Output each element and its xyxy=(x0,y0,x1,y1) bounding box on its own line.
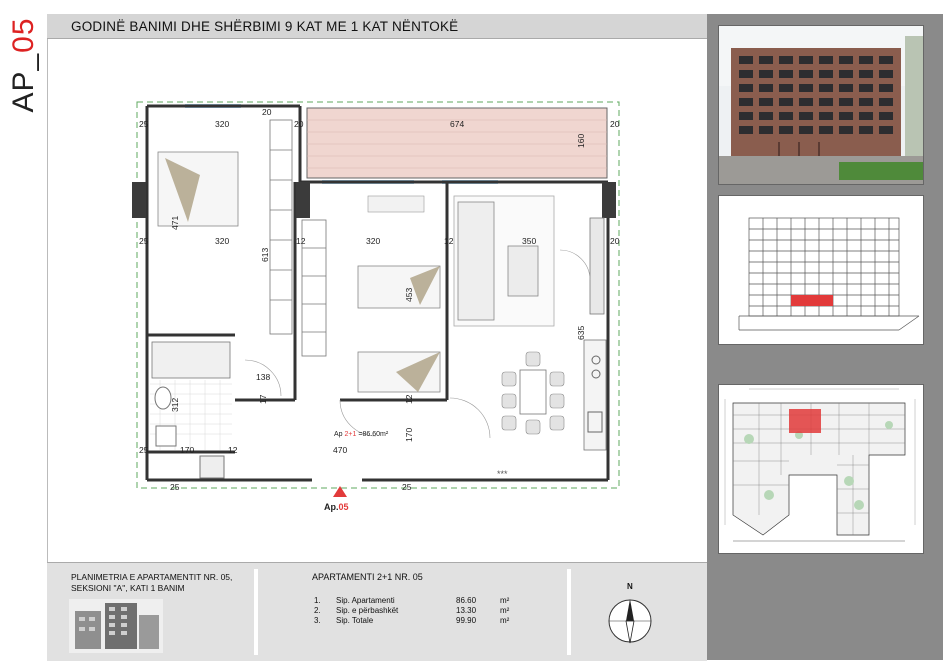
row-value: 13.30 xyxy=(456,606,477,615)
column xyxy=(602,182,616,218)
row-value: 99.90 xyxy=(456,616,477,625)
dim-label: 613 xyxy=(260,247,270,262)
row-label: Sip. e përbashkët xyxy=(336,606,399,615)
dim-label: 453 xyxy=(404,287,414,302)
toilet xyxy=(155,387,171,409)
dining-table xyxy=(520,370,546,414)
dim-label: 471 xyxy=(170,215,180,230)
desc-line-1: PLANIMETRIA E APARTAMENTIT NR. 05, xyxy=(71,572,233,582)
sheet-tag-number: 05 xyxy=(7,17,40,53)
sofa xyxy=(458,202,494,320)
elevation-diagram xyxy=(718,195,924,345)
page-title: GODINË BANIMI DHE SHËRBIMI 9 KAT ME 1 KAT NËNTOKË xyxy=(71,19,459,34)
row-number: 2. xyxy=(314,606,321,615)
row-value: 86.60 xyxy=(456,596,477,605)
dim-label: 350 xyxy=(522,236,537,246)
facade xyxy=(731,48,901,156)
dim-label: 470 xyxy=(333,445,348,455)
apartment-highlight xyxy=(791,295,833,306)
sheet-tag-prefix: AP_ xyxy=(7,52,40,113)
dim-label: 138 xyxy=(256,372,271,382)
apartment-highlight xyxy=(789,409,821,433)
desc-line-2: SEKSIONI "A", KATI 1 BANIM xyxy=(71,583,185,593)
divider xyxy=(254,569,258,655)
dim-label: 674 xyxy=(450,119,465,129)
row-unit: m² xyxy=(500,606,510,615)
dim-label: 20 xyxy=(294,119,304,129)
table-title: APARTAMENTI 2+1 NR. 05 xyxy=(312,572,423,582)
dim-label: 320 xyxy=(215,119,230,129)
row-label: Sip. Apartamenti xyxy=(336,596,395,605)
apartment-area-label: Ap 2+1 =86.60m² xyxy=(334,431,389,438)
building-thumbnail xyxy=(69,599,163,653)
dim-label: 20 xyxy=(610,236,620,246)
area-table xyxy=(312,572,552,626)
dim-label: 20 xyxy=(610,119,620,129)
dim-label: 12 xyxy=(228,445,238,455)
row-unit: m² xyxy=(500,616,510,625)
row-number: 1. xyxy=(314,596,321,605)
dim-label: 25 xyxy=(139,119,149,129)
right-panel xyxy=(707,14,943,660)
asterisks: *** xyxy=(497,469,508,479)
site-plan xyxy=(718,384,924,554)
table-row xyxy=(312,616,552,626)
dim-label: 160 xyxy=(576,133,586,148)
dim-label: 25 xyxy=(402,482,412,492)
dim-label: 17 xyxy=(258,394,268,404)
dim-label: 20 xyxy=(262,107,272,117)
dim-label: 25 xyxy=(170,482,180,492)
dim-label: 320 xyxy=(366,236,381,246)
plan-description xyxy=(71,572,232,593)
entrance-label: Ap.05 xyxy=(324,502,349,512)
dim-label: 25 xyxy=(139,445,149,455)
bathtub xyxy=(152,342,230,378)
row-unit: m² xyxy=(500,596,510,605)
dim-label: 635 xyxy=(576,325,586,340)
dim-label: 12 xyxy=(404,394,414,404)
dim-label: 170 xyxy=(180,445,195,455)
column xyxy=(296,182,310,218)
north-arrow-icon xyxy=(605,577,655,649)
table-row xyxy=(312,596,552,606)
building-render xyxy=(718,25,924,185)
dim-label: 320 xyxy=(215,236,230,246)
row-number: 3. xyxy=(314,616,321,625)
info-bar xyxy=(47,562,707,661)
row-label: Sip. Totale xyxy=(336,616,374,625)
column xyxy=(132,182,146,218)
table-row xyxy=(312,606,552,616)
dim-label: 312 xyxy=(170,397,180,412)
dim-label: 170 xyxy=(404,427,414,442)
dim-label: 12 xyxy=(444,236,454,246)
divider xyxy=(567,569,571,655)
dim-label: 25 xyxy=(139,236,149,246)
north-label: N xyxy=(627,582,633,591)
dim-label: 12 xyxy=(296,236,306,246)
